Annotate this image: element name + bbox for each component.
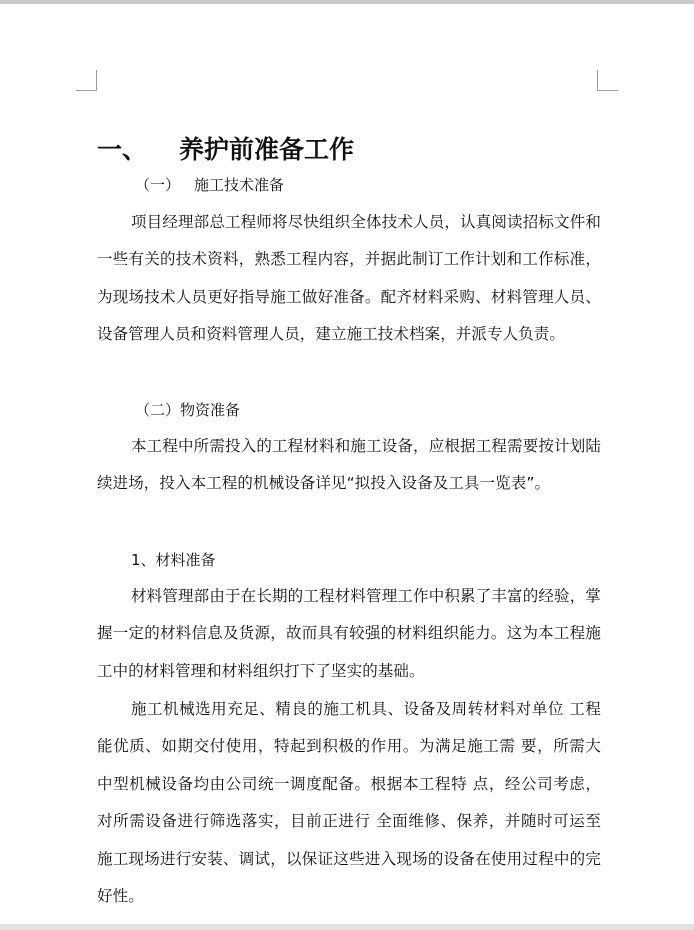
paragraph-tech-preparation: 项目经理部总工程师将尽快组织全体技术人员，认真阅读招标文件和一些有关的技术资料，熟悉工程内容，并据此制订工作计划和工作标准，为现场技术人员更好指导施工做好准备。配齐材料采购、材料管理人员、设备管理人员和资料管理人员，建立施工技术档案，并派专人负责。 <box>97 213 601 344</box>
paragraph-material-management: 材料管理部由于在长期的工程材料管理工作中积累了丰富的经验，掌握一定的材料信息及货源，故而具有较强的材料组织能力。这为本工程施工中的材料管理和材料组织打下了坚实的基础。 <box>97 587 601 680</box>
paragraph-machinery: 施工机械选用充足、精良的施工机具、设备及周转材料对单位 工程能优质、如期交付使用，特起到积极的作用。为满足施工需 要，所需大中型机械设备均由公司统一调度配备。根据本工程特 点，经公司考虑，对所需设备进行筛选落实，目前正进行 全面维修、保养，并随时可运至施工现场进行安装、调试，以保证这些进入现场的设备在使用过程中的完好性。 <box>97 700 601 906</box>
section-title: 养护前准备工作 <box>179 135 355 164</box>
subsection-heading-tech <box>135 172 284 198</box>
subsection-number: （一） <box>135 176 181 194</box>
paragraph-material-supply: 本工程中所需投入的工程材料和施工设备，应根据工程需要按计划陆续进场，投入本工程的机械设备详见“拟投入设备及工具一览表”。 <box>97 437 601 493</box>
section-heading <box>97 132 601 168</box>
section-number: 一、 <box>97 135 148 164</box>
crop-mark-top-left <box>76 70 97 91</box>
subsection-title: 施工技术准备 <box>194 176 285 194</box>
page-bottom-edge <box>0 924 694 930</box>
crop-mark-top-right <box>597 70 618 91</box>
subsection-heading-material: （二）物资准备 <box>135 401 241 419</box>
item-heading-material-prep: 1、材料准备 <box>131 551 216 569</box>
